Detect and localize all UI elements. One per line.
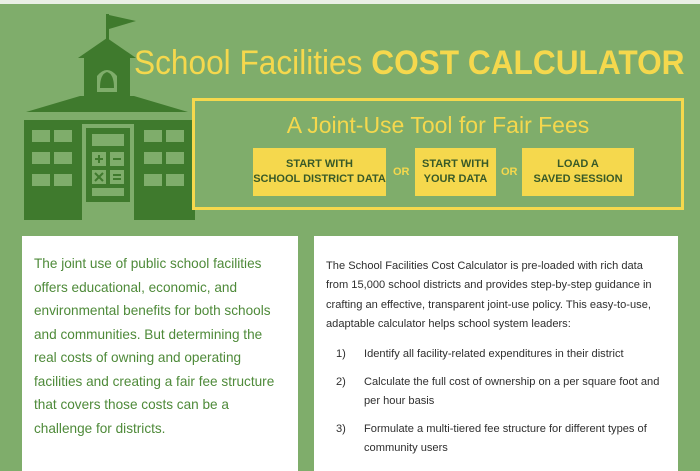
description-panel [314, 236, 678, 471]
description-text: The School Facilities Cost Calculator is pre-loaded with rich data from 15,000 school districts and provides step-by-step guidance in crafting an effective, transparent joint-use policy. This easy-to-use, adaptable calculator helps school system leaders: [326, 260, 652, 330]
or-separator: OR [501, 166, 518, 178]
list-item: 2) Calculate the full cost of ownership on a per square foot and per hour basis [336, 376, 660, 408]
calculator-icon [86, 128, 130, 202]
page-title: School Facilities COST CALCULATOR [134, 44, 685, 82]
intro-text: The joint use of public school facilities offers educational, economic, and environmental benefits for both schools and communities. But determining the real costs of owning and operating facilities and creating a fair fee structure that covers those costs can be a challenge for districts. [34, 256, 275, 436]
page-subtitle: A Joint-Use Tool for Fair Fees [286, 112, 590, 138]
start-with-your-data-button[interactable]: START WITH YOUR DATA [415, 148, 496, 196]
list-item: 3) Formulate a multi-tiered fee structure for different types of community users [336, 423, 647, 455]
top-divider [0, 0, 700, 4]
or-separator: OR [393, 166, 410, 178]
load-saved-session-button[interactable]: LOAD A SAVED SESSION [522, 148, 634, 196]
steps-list [326, 345, 666, 458]
bell-icon [97, 70, 117, 92]
intro-panel [22, 236, 298, 471]
list-item: 1) Identify all facility-related expenditures in their district [336, 348, 624, 361]
start-with-district-data-button[interactable]: START WITH SCHOOL DISTRICT DATA [253, 148, 386, 196]
